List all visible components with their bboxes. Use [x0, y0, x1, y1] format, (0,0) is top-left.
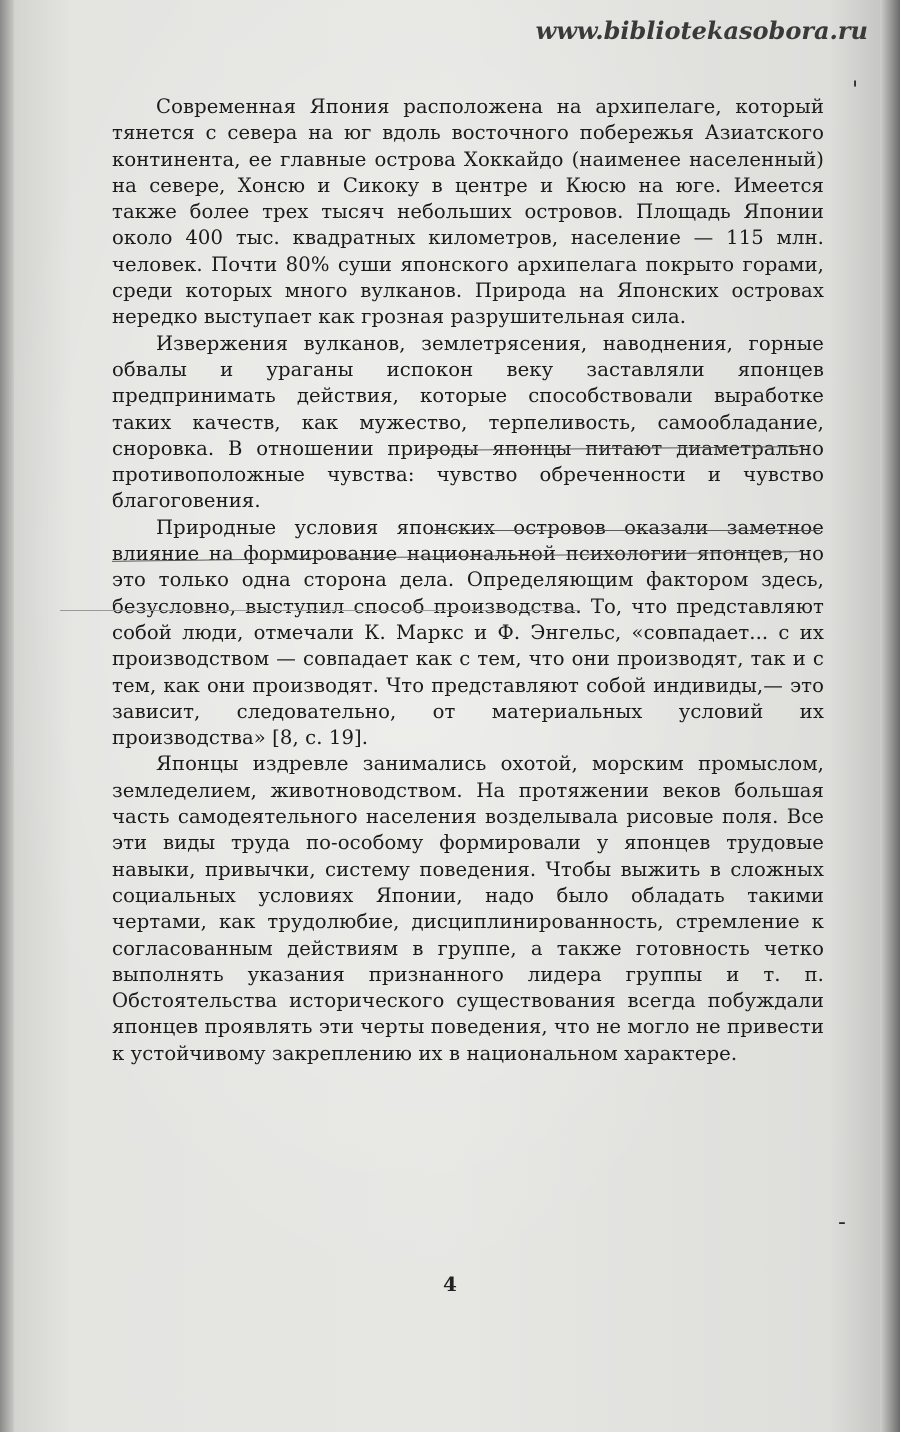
site-watermark: www.bibliotekasobora.ru [535, 16, 868, 45]
paragraph-4: Японцы издревле занимались охотой, морским промыслом, земледелием, животноводством. На протяжении веков большая часть самодеятельного населения возделывала рисовые поля. Все эти виды труда по-особому формировали у японцев трудовые навыки, привычки, систему поведения. Чтобы выжить в сложных социальных условиях Японии, надо было обладать такими чертами, как трудолюбие, дисциплинированность, стремление к согласованным действиям в группе, а также готовность четко выполнять указания признанного лидера группы и т. п. Обстоятельства исторического существования всегда побуждали японцев проявлять эти черты поведения, что не могло не привести к устойчивому закреплению их в национальном характере. [112, 752, 824, 1065]
pencil-underline-2 [430, 530, 820, 531]
scan-right-edge-shadow [880, 0, 900, 1432]
page-number: 4 [443, 1272, 457, 1296]
paragraph-1: Современная Япония расположена на архипелаге, который тянется с севера на юг вдоль восточного побережья Азиатского континента, ее главные острова Хоккайдо (наименее населенный) на севере, Хонсю и Сикоку в центре и Кюсю на юге. Имеется также более трех тысяч небольших островов. Площадь Японии около 400 тыс. квадратных километров, население — 115 млн. человек. Почти 80% суши японского архипелага покрыто горами, среди которых много вулканов. Природа на Японских островах нередко выступает как грозная разрушительная сила. [112, 95, 824, 329]
pencil-underline-4 [60, 610, 580, 611]
margin-tick-mark: ' [852, 78, 859, 103]
scan-left-edge-shadow [0, 0, 14, 1432]
body-text [112, 94, 824, 1067]
paragraph-3: Природные условия японских островов оказали заметное влияние на формирование национальной психологии японцев, но это только одна сторона дела. Определяющим фактором здесь, безусловно, выступил способ производства. То, что представляют собой люди, отмечали К. Маркс и Ф. Энгельс, «совпадает... с их производством — совпадает как с тем, что они производят, так и с тем, как они производят. Что представляют собой индивиды,— это зависит, следовательно, от материальных условий их производства» [8, с. 19]. [112, 515, 824, 750]
margin-tick-mark: - [838, 1210, 846, 1235]
paragraph-2: Извержения вулканов, землетрясения, наводнения, горные обвалы и ураганы испокон веку заставляли японцев предпринимать действия, которые способствовали выработке таких качеств, как мужество, терпеливость, самообладание, сноровка. В отношении природы японцы питают диаметрально противоположные чувства: чувство обреченности и чувство благоговения. [112, 331, 824, 513]
